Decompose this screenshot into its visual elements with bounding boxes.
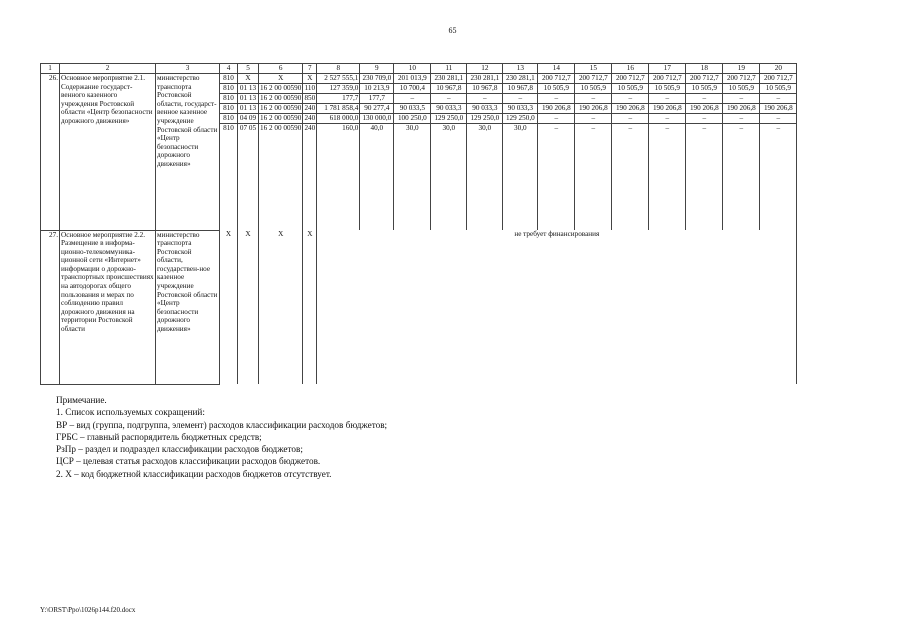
funding-note: не требует финансирования: [317, 230, 797, 384]
value-cell: 810: [220, 94, 238, 104]
column-number: 3: [156, 64, 220, 74]
value-cell: 190 206,8: [686, 104, 723, 114]
value-cell: –: [503, 94, 538, 104]
column-number: 9: [360, 64, 394, 74]
table-row: [41, 74, 797, 84]
value-cell: 810: [220, 84, 238, 94]
value-cell: –: [467, 94, 503, 104]
value-cell: 07 05: [238, 124, 259, 231]
value-cell: 16 2 00 00590: [260, 114, 302, 122]
column-number: 6: [259, 64, 303, 74]
value-cell: 129 250,0: [431, 114, 467, 124]
value-cell: –: [431, 94, 467, 104]
value-cell: 201 013,9: [394, 74, 431, 84]
value-cell: –: [649, 124, 686, 231]
value-cell: 200 712,7: [760, 74, 797, 84]
value-cell: 240: [304, 104, 316, 112]
column-number: 13: [503, 64, 538, 74]
value-cell: 200 712,7: [538, 74, 575, 84]
value-cell: Х: [259, 74, 303, 84]
column-number: 4: [220, 64, 238, 74]
value-cell: 127 359,0: [317, 84, 360, 94]
value-cell: 10 505,9: [649, 84, 686, 94]
value-cell: 90 033,3: [503, 104, 538, 114]
value-cell: 01 13: [238, 84, 259, 94]
column-number: 10: [394, 64, 431, 74]
notes-title: Примечание.: [56, 395, 107, 405]
column-number: 19: [723, 64, 760, 74]
value-cell: –: [723, 94, 760, 104]
value-cell: 129 250,0: [467, 114, 503, 124]
value-cell: –: [538, 124, 575, 231]
value-cell: 40,0: [360, 124, 394, 231]
value-cell: 30,0: [394, 124, 431, 231]
value-cell: 1 781 858,4: [317, 104, 360, 114]
column-number: 17: [649, 64, 686, 74]
value-cell: 190 206,8: [575, 104, 612, 114]
value-cell: 10 967,8: [467, 84, 503, 94]
value-cell: –: [686, 94, 723, 104]
value-cell: –: [760, 94, 797, 104]
code-cell: Х: [303, 230, 317, 384]
value-cell: 10 700,4: [394, 84, 431, 94]
value-cell: 850: [304, 94, 316, 102]
value-cell: 30,0: [467, 124, 503, 231]
value-cell: 200 712,7: [723, 74, 760, 84]
value-cell: 16 2 00 00590: [259, 124, 303, 231]
value-cell: 810: [220, 74, 238, 84]
value-cell: 618 000,0: [317, 114, 360, 124]
value-cell: 190 206,8: [649, 104, 686, 114]
column-number: 20: [760, 64, 797, 74]
notes-block: [56, 394, 387, 480]
value-cell: 190 206,8: [723, 104, 760, 114]
column-number: 2: [60, 64, 156, 74]
column-number: 12: [467, 64, 503, 74]
column-number: 18: [686, 64, 723, 74]
value-cell: Х: [238, 74, 259, 84]
code-cell: Х: [238, 230, 259, 384]
file-path-footer: Y:\ORST\Ppo\1026p144.f20.docx: [40, 606, 136, 614]
column-number: 14: [538, 64, 575, 74]
value-cell: 10 967,8: [503, 84, 538, 94]
value-cell: 230 281,1: [503, 74, 538, 84]
value-cell: 10 505,9: [723, 84, 760, 94]
value-cell: 177,7: [360, 94, 394, 104]
notes-line: РзПр – раздел и подраздел классификации расходов бюджетов;: [56, 444, 303, 455]
value-cell: 10 213,9: [360, 84, 394, 94]
executor: министерство транспорта Ростовской области, государст-венное казенное учреждение Ростовской области «Центр безопасности дорожного движения»: [156, 74, 220, 231]
value-cell: –: [538, 114, 575, 124]
value-cell: 2 527 555,1: [317, 74, 360, 84]
value-cell: 200 712,7: [649, 74, 686, 84]
value-cell: –: [612, 94, 649, 104]
budget-table: [40, 63, 797, 385]
value-cell: 177,7: [317, 94, 360, 104]
value-cell: 10 505,9: [538, 84, 575, 94]
value-cell: 240: [303, 124, 317, 231]
value-cell: –: [723, 124, 760, 231]
value-cell: 90 033,5: [394, 104, 431, 114]
page-number: 65: [448, 26, 457, 35]
column-number: 7: [303, 64, 317, 74]
value-cell: –: [612, 124, 649, 231]
value-cell: Х: [303, 74, 317, 84]
value-cell: 10 505,9: [686, 84, 723, 94]
executor: министерство транспорта Ростовской области, государствен-ное казенное учреждение Ростовской области «Центр безопасности дорожного движения»: [156, 230, 220, 384]
value-cell: –: [649, 94, 686, 104]
table-row: [41, 230, 797, 384]
value-cell: 810: [220, 114, 238, 124]
column-number: 11: [431, 64, 467, 74]
value-cell: –: [575, 94, 612, 104]
value-cell: 190 206,8: [612, 104, 649, 114]
value-cell: 16 2 00 00590: [260, 104, 302, 112]
value-cell: 01 13: [238, 94, 259, 104]
value-cell: –: [575, 124, 612, 231]
column-number: 1: [41, 64, 60, 74]
value-cell: 230 281,1: [431, 74, 467, 84]
notes-line: 2. Х – код бюджетной классификации расходов бюджетов отсутствует.: [56, 468, 332, 479]
column-number: 5: [238, 64, 259, 74]
value-cell: 90 033,3: [431, 104, 467, 114]
measure-name: Основное мероприятие 2.2. Размещение в информа-ционно-телекоммуника-ционной сети «Интернет» информации о дорожно-транспортных происшествиях на автодорогах общего пользования и мерах по соблюдению правил дорожного движения на территории Ростовской области: [60, 230, 156, 384]
value-cell: –: [686, 114, 723, 124]
code-cell: Х: [259, 230, 303, 384]
row-number: 27.: [41, 230, 60, 384]
value-cell: –: [575, 114, 612, 124]
value-cell: –: [760, 124, 797, 231]
value-cell: –: [612, 114, 649, 124]
value-cell: –: [394, 94, 431, 104]
value-cell: 200 712,7: [575, 74, 612, 84]
value-cell: 01 13: [238, 104, 259, 114]
code-cell: Х: [220, 230, 238, 384]
notes-line: ГРБС – главный распорядитель бюджетных средств;: [56, 431, 262, 442]
value-cell: 10 505,9: [612, 84, 649, 94]
value-cell: 190 206,8: [538, 104, 575, 114]
value-cell: –: [760, 114, 797, 124]
value-cell: –: [649, 114, 686, 124]
value-cell: –: [686, 124, 723, 231]
value-cell: 10 505,9: [575, 84, 612, 94]
value-cell: 10 505,9: [760, 84, 797, 94]
value-cell: 30,0: [503, 124, 538, 231]
value-cell: 810: [220, 124, 238, 231]
value-cell: 129 250,0: [503, 114, 538, 124]
notes-line: ЦСР – целевая статья расходов классификации расходов бюджетов.: [56, 456, 321, 467]
value-cell: 10 967,8: [431, 84, 467, 94]
value-cell: 810: [220, 104, 238, 114]
value-cell: 240: [304, 114, 316, 122]
value-cell: 04 09: [238, 114, 259, 124]
column-number: 15: [575, 64, 612, 74]
value-cell: 100 250,0: [394, 114, 431, 124]
column-number: 8: [317, 64, 360, 74]
value-cell: 160,0: [317, 124, 360, 231]
value-cell: 90 033,3: [467, 104, 503, 114]
value-cell: –: [538, 94, 575, 104]
value-cell: 230 709,0: [360, 74, 394, 84]
column-number: 16: [612, 64, 649, 74]
value-cell: 130 000,0: [360, 114, 394, 124]
value-cell: 230 281,1: [467, 74, 503, 84]
notes-line: 1. Список используемых сокращений:: [56, 407, 205, 418]
value-cell: 200 712,7: [612, 74, 649, 84]
notes-line: ВР – вид (группа, подгруппа, элемент) расходов классификации расходов бюджетов;: [56, 419, 388, 430]
value-cell: 90 277,4: [360, 104, 394, 114]
row-number: 26.: [41, 74, 60, 231]
value-cell: 190 206,8: [760, 104, 797, 114]
value-cell: 16 2 00 00590: [260, 94, 302, 102]
value-cell: 110: [304, 84, 316, 92]
header-row: [41, 64, 797, 74]
value-cell: 30,0: [431, 124, 467, 231]
value-cell: –: [723, 114, 760, 124]
value-cell: 200 712,7: [686, 74, 723, 84]
value-cell: 16 2 00 00590: [260, 84, 302, 92]
measure-name: Основное мероприятие 2.1. Содержание государст-венного казенного учреждения Ростовской области «Центр безопасности дорожного движения»: [60, 74, 156, 231]
